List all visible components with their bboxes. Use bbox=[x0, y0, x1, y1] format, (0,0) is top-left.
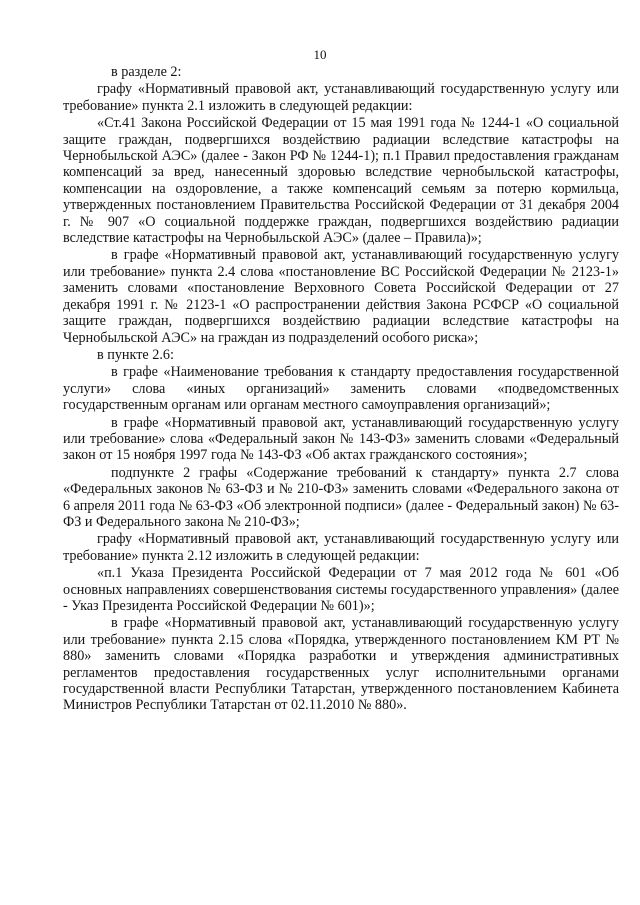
paragraph-item-2-6-legal-act: в графе «Нормативный правовой акт, устанавливающий государственную услугу или требование» слова «Федеральный закон № 143-ФЗ» заменить словами «Федеральный закон от 15 ноября 1997 года № 143-ФЗ «Об актах гражданского состояния»; bbox=[63, 414, 619, 464]
paragraph-item-2-4: в графе «Нормативный правовой акт, устанавливающий государственную услугу или требование» пункта 2.4 слова «постановление ВС Российской Федерации № 2123-1» заменить словами «постановление Верховного Совета Российской Федерации от 27 декабря 1991 г. № 2123-1 «О распространении действия Закона РСФСР «О социальной защите граждан, подвергшихся воздействию радиации вследствие катастрофы на Чернобыльской АЭС» на граждан из подразделений особого риска»; bbox=[63, 247, 619, 346]
paragraph-item-2-12-text: «п.1 Указа Президента Российской Федерации от 7 мая 2012 года № 601 «Об основных направлениях совершенствования системы государственного управления» (далее - Указ Президента Российской Федерации № 601)»; bbox=[63, 565, 619, 614]
paragraph-item-2-12-intro: графу «Нормативный правовой акт, устанавливающий государственную услугу или требование» пункта 2.12 изложить в следующей редакции: bbox=[63, 531, 619, 564]
paragraph-section-heading: в разделе 2: bbox=[111, 64, 182, 80]
document-body bbox=[63, 64, 619, 715]
paragraph-item-2-1-intro: графу «Нормативный правовой акт, устанавливающий государственную услугу или требование» пункта 2.1 изложить в следующей редакции: bbox=[63, 81, 619, 114]
page-number: 10 bbox=[313, 47, 327, 62]
paragraph-item-2-6-heading: в пункте 2.6: bbox=[97, 346, 174, 363]
paragraph-item-2-1-text: «Ст.41 Закона Российской Федерации от 15 мая 1991 года № 1244-1 «О социальной защите граждан, подвергшихся воздействию радиации вследствие катастрофы на Чернобыльской АЭС» (далее - Закон РФ № 1244-1); п.1 Правил предоставления гражданам компенсаций за вред, нанесенный здоровью вследствие чернобыльской катастрофы, компенсации на оздоровление, а также компенсаций семьям за потерю кормильца, утвержденных постановлением Правительства Российской Федерации от 31 декабря 2004 г. № 907 «О социальной поддержке граждан, подвергшихся воздействию радиации вследствие катастрофы на Чернобыльской АЭС» (далее – Правила)»; bbox=[63, 115, 619, 247]
paragraph-item-2-7: подпункте 2 графы «Содержание требований к стандарту» пункта 2.7 слова «Федеральных законов № 63-ФЗ и № 210-ФЗ» заменить словами «Федерального закона от 6 апреля 2011 года № 63-ФЗ «Об электронной подписи» (далее - Федеральный закон) № 63-ФЗ и Федерального закона № 210-ФЗ»; bbox=[63, 464, 619, 530]
paragraph-item-2-15: в графе «Нормативный правовой акт, устанавливающий государственную услугу или требование» пункта 2.15 слова «Порядка, утвержденного постановлением КМ РТ № 880» заменить словами «Порядка разработки и утверждения административных регламентов предоставления государственных услуг исполнительными органами государственной власти Республики Татарстан, утвержденного постановлением Кабинета Министров Республики Татарстан от 02.11.2010 № 880». bbox=[63, 615, 619, 714]
paragraph-item-2-6-requirement: в графе «Наименование требования к стандарту предоставления государственной услуги» слова «иных организаций» заменить словами «подведомственных государственным органам или органам местного самоуправления организаций»; bbox=[63, 364, 619, 414]
